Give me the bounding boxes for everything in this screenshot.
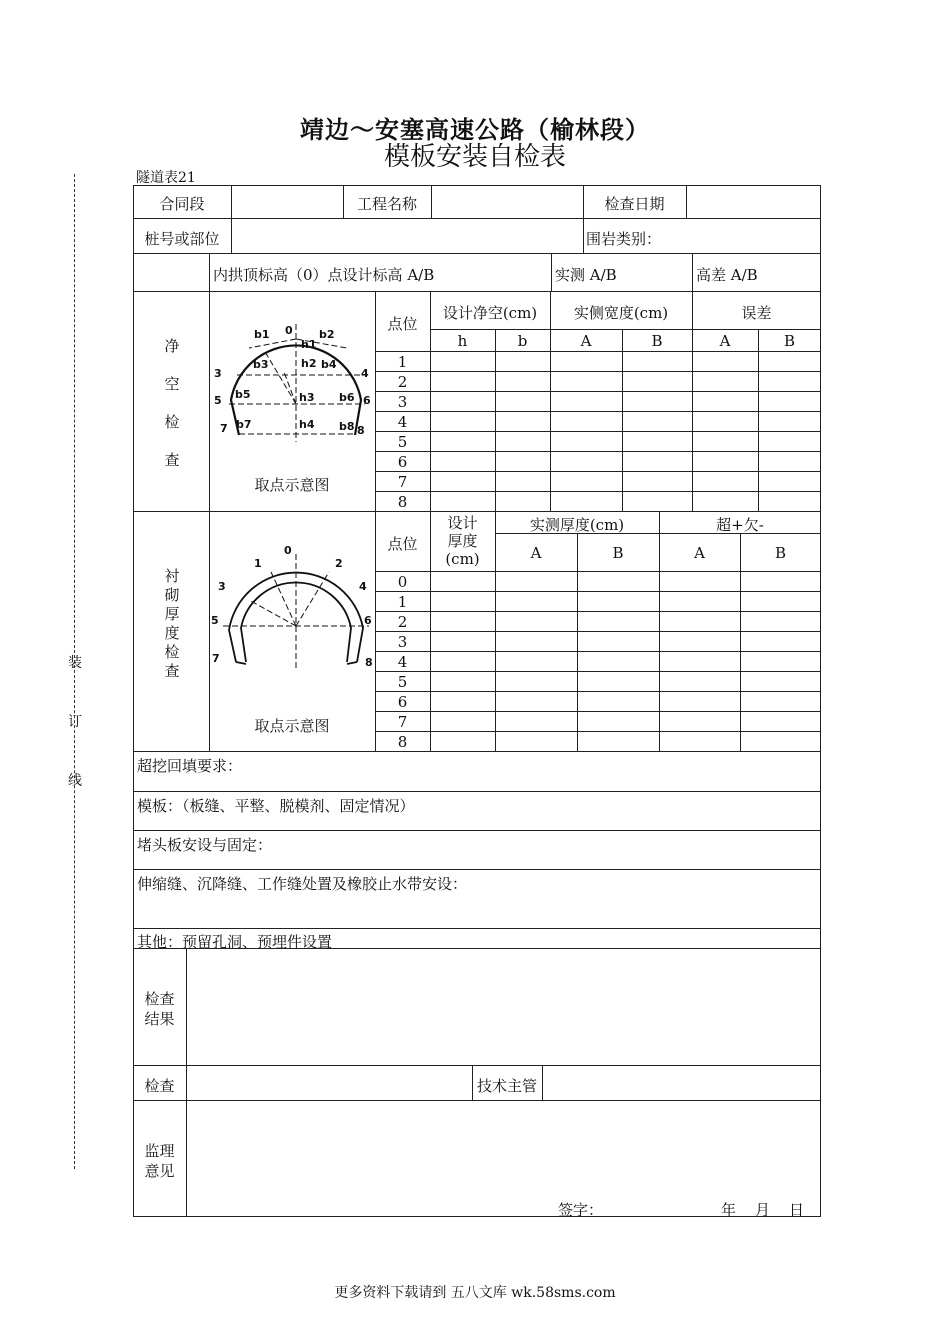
sub-header: A xyxy=(694,544,705,562)
binding-char: 装 xyxy=(68,655,82,671)
end-plate-label: 堵头板安设与固定： xyxy=(137,836,273,854)
point-number: 5 xyxy=(397,673,408,691)
svg-text:h4: h4 xyxy=(299,418,315,431)
overbreak-label: 超挖回填要求： xyxy=(137,757,243,775)
check-result-field[interactable] xyxy=(190,952,817,1060)
error-header: 误差 xyxy=(741,304,772,322)
svg-text:b4: b4 xyxy=(321,358,337,371)
point-number: 1 xyxy=(397,353,408,371)
check-date-field[interactable] xyxy=(690,189,817,214)
check-date-label: 检查日期 xyxy=(604,195,665,213)
svg-text:b8: b8 xyxy=(339,420,355,433)
svg-text:6: 6 xyxy=(364,614,372,627)
point-number: 4 xyxy=(397,413,408,431)
svg-text:3: 3 xyxy=(214,367,222,380)
footer-text: 更多资料下载请到 五八文库 wk.58sms.com xyxy=(334,1285,616,1301)
sub-header: B xyxy=(774,544,787,562)
point-number: 6 xyxy=(397,453,408,471)
point-number: 6 xyxy=(397,693,408,711)
elevation-diff-label: 高差 A/B xyxy=(696,266,758,284)
year-label: 年 xyxy=(721,1201,737,1219)
supervisor-opinion-field[interactable] xyxy=(190,1104,817,1192)
design-clearance-header: 设计净空(cm) xyxy=(442,304,538,322)
svg-text:0: 0 xyxy=(284,544,292,557)
tech-lead-field[interactable] xyxy=(546,1068,817,1096)
contract-section-field[interactable] xyxy=(236,189,339,214)
tech-lead-label: 技术主管 xyxy=(476,1077,537,1095)
sub-header: B xyxy=(612,544,624,562)
svg-text:b6: b6 xyxy=(339,391,355,404)
sub-header: B xyxy=(783,332,796,350)
point-number: 3 xyxy=(397,633,408,651)
svg-text:4: 4 xyxy=(359,580,367,593)
binding-char: 订 xyxy=(68,714,82,730)
form-title: 模板安装自检表 xyxy=(383,142,566,172)
lining-point-header: 点位 xyxy=(387,535,418,553)
svg-text:h3: h3 xyxy=(299,391,315,404)
binding-char: 线 xyxy=(68,773,82,789)
svg-text:1: 1 xyxy=(254,557,262,570)
svg-text:5: 5 xyxy=(214,394,222,407)
lining-section-label: 衬 砌 厚 度 检 查 xyxy=(164,567,180,680)
point-number: 5 xyxy=(397,433,408,451)
sub-header: h xyxy=(457,332,468,350)
diagram-label: 0 xyxy=(285,324,293,337)
svg-text:h1: h1 xyxy=(301,338,317,351)
clearance-diagram xyxy=(209,292,375,472)
point-number: 0 xyxy=(397,573,408,591)
svg-text:4: 4 xyxy=(361,367,369,380)
svg-text:b1: b1 xyxy=(254,328,270,341)
formwork-label: 模板：（板缝、平整、脱模剂、固定情况） xyxy=(137,797,415,815)
joints-label: 伸缩缝、沉降缝、工作缝处置及橡胶止水带安设： xyxy=(137,875,468,893)
svg-text:3: 3 xyxy=(218,580,226,593)
document-title: 靖边～安塞高速公路（榆林段） xyxy=(300,116,650,144)
point-number: 3 xyxy=(397,393,408,411)
clearance-diagram-caption: 取点示意图 xyxy=(254,476,330,494)
checker-field[interactable] xyxy=(190,1068,468,1096)
svg-text:8: 8 xyxy=(357,424,365,437)
svg-text:b5: b5 xyxy=(235,388,251,401)
checker-label: 检查 xyxy=(144,1077,175,1095)
svg-text:7: 7 xyxy=(212,652,220,665)
point-number: 8 xyxy=(397,733,408,751)
lining-diagram-caption: 取点示意图 xyxy=(254,717,330,735)
point-number: 2 xyxy=(397,613,408,631)
clearance-point-header: 点位 xyxy=(387,315,418,333)
other-label: 其他：预留孔洞、预埋件设置 xyxy=(137,933,333,951)
measured-elevation-label: 实测 A/B xyxy=(555,266,617,284)
svg-text:7: 7 xyxy=(220,422,228,435)
measured-thickness-header: 实测厚度(cm) xyxy=(529,516,625,534)
sub-header: b xyxy=(517,332,528,350)
point-number: 8 xyxy=(397,493,408,511)
svg-text:5: 5 xyxy=(211,614,219,627)
sub-header: A xyxy=(719,332,731,350)
signature-field[interactable] xyxy=(605,1196,710,1214)
project-name-label: 工程名称 xyxy=(356,195,417,213)
signature-label: 签字： xyxy=(558,1201,604,1219)
clearance-section-label: 净 空 检 查 xyxy=(164,337,180,469)
sub-header: B xyxy=(651,332,663,350)
sub-header: A xyxy=(530,544,542,562)
measured-width-header: 实侧宽度(cm) xyxy=(573,304,669,322)
supervisor-label: 监理 意见 xyxy=(144,1142,175,1180)
over-under-header: 超+欠- xyxy=(716,516,764,534)
point-number: 2 xyxy=(397,373,408,391)
svg-text:8: 8 xyxy=(365,656,373,669)
svg-text:b7: b7 xyxy=(236,418,252,431)
design-elevation-label: 内拱顶标高（0）点设计标高 A/B xyxy=(213,266,435,284)
lining-diagram xyxy=(209,520,375,700)
point-number: 7 xyxy=(397,713,408,731)
svg-text:h2: h2 xyxy=(301,357,317,370)
station-label: 桩号或部位 xyxy=(144,230,220,248)
svg-text:2: 2 xyxy=(335,557,343,570)
point-number: 1 xyxy=(397,593,408,611)
form-code: 隧道表21 xyxy=(136,170,196,186)
check-result-label: 检查 结果 xyxy=(144,990,175,1028)
svg-text:6: 6 xyxy=(363,394,371,407)
contract-section-label: 合同段 xyxy=(159,195,205,213)
rock-class-label: 围岩类别： xyxy=(586,230,662,248)
month-label: 月 xyxy=(755,1201,771,1219)
point-number: 4 xyxy=(397,653,408,671)
point-number: 7 xyxy=(397,473,408,491)
svg-text:b3: b3 xyxy=(253,358,269,371)
station-field[interactable] xyxy=(236,222,579,249)
svg-text:b2: b2 xyxy=(319,328,335,341)
sub-header: A xyxy=(580,332,592,350)
day-label: 日 xyxy=(789,1201,805,1219)
design-thickness-header: 设计 厚度 (cm) xyxy=(445,514,480,568)
project-name-field[interactable] xyxy=(436,189,579,214)
